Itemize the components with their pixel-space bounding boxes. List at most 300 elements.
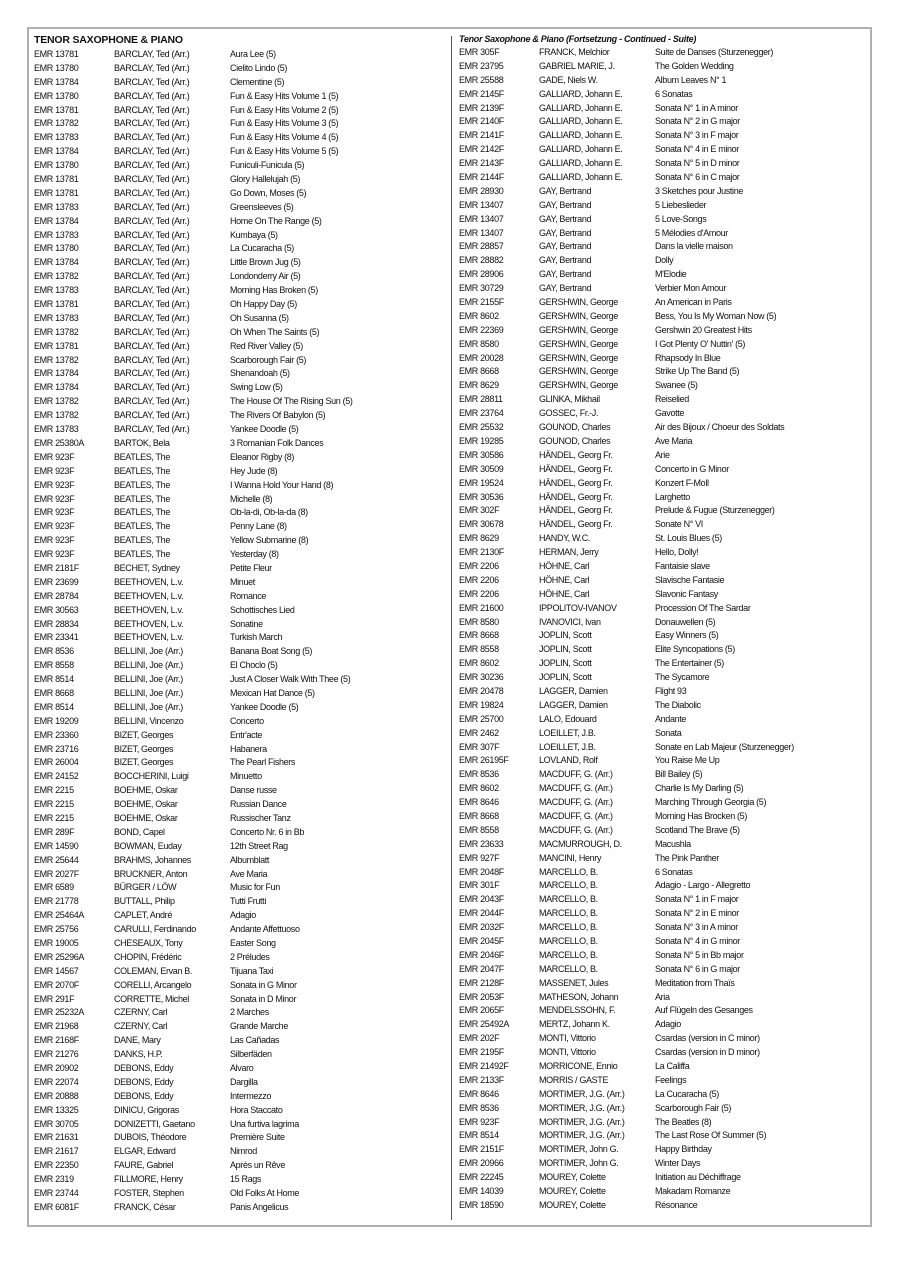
title: Sonata N° 6 in C major <box>655 172 740 183</box>
catalog-number: EMR 8558 <box>34 660 74 671</box>
composer: DUBOIS, Théodore <box>114 1132 187 1143</box>
catalog-number: EMR 19285 <box>459 435 504 446</box>
composer: MORTIMER, J.G. (Arr.) <box>539 1088 625 1099</box>
composer: MOUREY, Colette <box>539 1199 606 1210</box>
composer: BARCLAY, Ted (Arr.) <box>114 160 190 171</box>
title: Album Leaves N° 1 <box>655 74 727 85</box>
catalog-number: EMR 23360 <box>34 729 79 740</box>
catalog-number: EMR 2140F <box>459 116 504 127</box>
title: Winter Days <box>655 1158 701 1169</box>
title: 5 Love-Songs <box>655 213 707 224</box>
catalog-row <box>459 977 879 991</box>
catalog-number: EMR 8629 <box>459 380 499 391</box>
composer: GAY, Bertrand <box>539 213 592 224</box>
catalog-row <box>34 62 454 76</box>
catalog-number: EMR 2044F <box>459 908 504 919</box>
composer: MARCELLO, B. <box>539 936 598 946</box>
catalog-number: EMR 23716 <box>34 743 79 754</box>
title: Eleanor Rigby (8) <box>230 451 295 462</box>
title: Sonata N° 3 in A minor <box>655 922 738 933</box>
catalog-row <box>459 1046 879 1060</box>
composer: BARCLAY, Ted (Arr.) <box>114 201 190 212</box>
catalog-row <box>459 866 879 880</box>
composer: CZERNY, Carl <box>114 1007 168 1018</box>
catalog-row <box>34 437 454 451</box>
composer: GAY, Bertrand <box>539 269 592 280</box>
catalog-row <box>459 324 879 338</box>
catalog-number: EMR 20966 <box>459 1158 504 1169</box>
catalog-number: EMR 923F <box>34 465 75 476</box>
catalog-number: EMR 8536 <box>459 769 499 780</box>
catalog-row <box>34 423 454 437</box>
catalog-number: EMR 28882 <box>459 255 504 266</box>
catalog-row <box>34 965 454 979</box>
title: Hey Jude (8) <box>230 465 278 476</box>
composer: MACDUFF, G. (Arr.) <box>539 769 613 780</box>
composer: FOSTER, Stephen <box>114 1188 184 1199</box>
catalog-row <box>459 1116 879 1130</box>
catalog-row <box>459 185 879 199</box>
title: Swanee (5) <box>655 380 698 391</box>
catalog-number: EMR 28784 <box>34 590 79 601</box>
title: Arie <box>655 449 670 460</box>
catalog-row <box>459 171 879 185</box>
title: The Rivers Of Babylon (5) <box>230 410 326 421</box>
composer: BARCLAY, Ted (Arr.) <box>114 118 190 129</box>
catalog-number: EMR 25756 <box>34 924 79 935</box>
catalog-number: EMR 14039 <box>459 1186 504 1197</box>
title: Marching Through Georgia (5) <box>655 797 767 808</box>
title: Go Down, Moses (5) <box>230 187 307 198</box>
title: Suite de Danses (Sturzenegger) <box>655 47 774 57</box>
title: Ave Maria <box>230 868 268 879</box>
composer: BARCLAY, Ted (Arr.) <box>114 132 190 143</box>
catalog-number: EMR 22350 <box>34 1160 79 1171</box>
catalog-row <box>34 520 454 534</box>
catalog-row <box>459 393 879 407</box>
catalog-row <box>34 242 454 256</box>
title: Larghetto <box>655 491 690 502</box>
catalog-number: EMR 13781 <box>34 299 79 310</box>
catalog-number: EMR 25532 <box>459 422 504 433</box>
catalog-row <box>34 465 454 479</box>
title: Penny Lane (8) <box>230 521 287 532</box>
title: El Choclo (5) <box>230 660 278 671</box>
catalog-number: EMR 30586 <box>459 449 504 460</box>
catalog-number: EMR 13782 <box>34 271 79 282</box>
catalog-number: EMR 302F <box>459 505 500 516</box>
title: Elite Syncopations (5) <box>655 644 735 655</box>
title: Sonata N° 4 in E minor <box>655 144 739 155</box>
title: Meditation from Thaïs <box>655 977 735 988</box>
composer: JOPLIN, Scott <box>539 630 592 641</box>
title: Konzert F-Moll <box>655 477 709 488</box>
catalog-number: EMR 23764 <box>459 408 504 419</box>
composer: MARCELLO, B. <box>539 894 598 905</box>
composer: BEETHOVEN, L.v. <box>114 618 184 629</box>
catalog-number: EMR 8536 <box>34 646 74 657</box>
title: Andante <box>655 713 687 724</box>
catalog-number: EMR 6081F <box>34 1201 79 1212</box>
catalog-row <box>34 687 454 701</box>
catalog-row <box>34 215 454 229</box>
catalog-number: EMR 305F <box>459 47 500 57</box>
title: St. Louis Blues (5) <box>655 533 722 544</box>
catalog-row <box>34 923 454 937</box>
composer: GAY, Bertrand <box>539 241 592 252</box>
composer: DANKS, H.P. <box>114 1049 163 1060</box>
catalog-row <box>34 937 454 951</box>
catalog-row <box>459 893 879 907</box>
catalog-number: EMR 2070F <box>34 979 79 990</box>
title: Sonata N° 2 in G major <box>655 116 740 127</box>
composer: MORRICONE, Ennio <box>539 1061 618 1072</box>
title: Russischer Tanz <box>230 812 291 823</box>
catalog-number: EMR 23633 <box>459 838 504 849</box>
catalog-row <box>459 435 879 449</box>
catalog-number: EMR 19524 <box>459 477 504 488</box>
composer: IVANOVICI, Ivan <box>539 616 601 627</box>
catalog-row <box>459 365 879 379</box>
catalog-row <box>34 479 454 493</box>
catalog-row <box>459 1088 879 1102</box>
composer: GERSHWIN, George <box>539 324 618 335</box>
catalog-row <box>459 657 879 671</box>
catalog-number: EMR 923F <box>34 549 75 560</box>
catalog-row <box>34 1187 454 1201</box>
catalog-row <box>459 129 879 143</box>
catalog-row <box>459 449 879 463</box>
composer: BARCLAY, Ted (Arr.) <box>114 146 190 157</box>
catalog-number: EMR 18590 <box>459 1199 504 1210</box>
title: Sonatine <box>230 618 263 629</box>
catalog-number: EMR 19824 <box>459 699 504 710</box>
catalog-number: EMR 6589 <box>34 882 74 893</box>
composer: BARCLAY, Ted (Arr.) <box>114 312 190 323</box>
composer: GERSHWIN, George <box>539 380 618 391</box>
title: Scarborough Fair (5) <box>230 354 307 365</box>
title: Concerto Nr. 6 in Bb <box>230 826 305 837</box>
catalog-row <box>34 993 454 1007</box>
composer: BEETHOVEN, L.v. <box>114 590 184 601</box>
composer: GALLIARD, Johann E. <box>539 172 623 183</box>
title: Reiselied <box>655 394 689 405</box>
catalog-row <box>459 616 879 630</box>
composer: CHOPIN, Frédéric <box>114 951 182 962</box>
composer: BEATLES, The <box>114 465 170 476</box>
composer: GALLIARD, Johann E. <box>539 88 623 99</box>
catalog-number: EMR 8629 <box>459 533 499 544</box>
catalog-row <box>459 115 879 129</box>
title: Minuet <box>230 576 255 587</box>
title: Una furtiva lagrima <box>230 1118 299 1129</box>
catalog-number: EMR 21276 <box>34 1049 79 1060</box>
title: Londonderry Air (5) <box>230 271 301 282</box>
catalog-number: EMR 2181F <box>34 562 79 573</box>
composer: BUTTALL, Philip <box>114 896 175 907</box>
catalog-number: EMR 21600 <box>459 602 504 613</box>
catalog-number: EMR 28811 <box>459 394 503 405</box>
catalog-row <box>34 187 454 201</box>
catalog-row <box>459 421 879 435</box>
catalog-row <box>459 227 879 241</box>
catalog-number: EMR 21492F <box>459 1061 509 1072</box>
title: Sonata <box>655 727 682 738</box>
right-catalog-list <box>459 46 879 1213</box>
composer: GALLIARD, Johann E. <box>539 102 623 113</box>
composer: MACDUFF, G. (Arr.) <box>539 824 613 835</box>
catalog-number: EMR 28906 <box>459 269 504 280</box>
catalog-row <box>34 1062 454 1076</box>
catalog-row <box>34 868 454 882</box>
title: Première Suite <box>230 1132 285 1143</box>
title: Yankee Doodle (5) <box>230 424 299 435</box>
title: Shenandoah (5) <box>230 368 290 379</box>
catalog-number: EMR 22245 <box>459 1172 504 1183</box>
composer: MENDELSSOHN, F. <box>539 1005 616 1016</box>
catalog-number: EMR 13783 <box>34 132 79 143</box>
catalog-row <box>34 1048 454 1062</box>
composer: HÄNDEL, Georg Fr. <box>539 449 613 460</box>
catalog-number: EMR 28834 <box>34 618 79 629</box>
title: Sonate N° VI <box>655 519 703 530</box>
catalog-row <box>459 852 879 866</box>
catalog-row <box>459 1102 879 1116</box>
composer: BEATLES, The <box>114 493 170 504</box>
catalog-row <box>34 951 454 965</box>
composer: BARCLAY, Ted (Arr.) <box>114 174 190 185</box>
title: Sonata N° 2 in E minor <box>655 908 739 919</box>
catalog-row <box>459 532 879 546</box>
composer: MOUREY, Colette <box>539 1172 606 1183</box>
catalog-number: EMR 2053F <box>459 991 504 1002</box>
composer: GAY, Bertrand <box>539 185 592 196</box>
catalog-number: EMR 21778 <box>34 896 79 907</box>
composer: MANCINI, Henry <box>539 852 602 863</box>
catalog-row <box>459 1004 879 1018</box>
catalog-number: EMR 20028 <box>459 352 504 363</box>
title: Slavische Fantasie <box>655 574 725 585</box>
catalog-number: EMR 289F <box>34 826 75 837</box>
catalog-row <box>34 1131 454 1145</box>
composer: GABRIEL MARIE, J. <box>539 60 615 71</box>
title: Rhapsody In Blue <box>655 352 721 363</box>
composer: GERSHWIN, George <box>539 310 618 321</box>
catalog-number: EMR 8646 <box>459 1088 499 1099</box>
section-heading: TENOR SAXOPHONE & PIANO <box>34 34 183 46</box>
composer: MARCELLO, B. <box>539 963 598 974</box>
composer: BÜRGER / LÖW <box>114 882 177 893</box>
catalog-number: EMR 30729 <box>459 283 504 294</box>
title: Donauwellen (5) <box>655 616 716 627</box>
catalog-row <box>34 104 454 118</box>
catalog-row <box>34 590 454 604</box>
catalog-row <box>34 909 454 923</box>
catalog-number: EMR 2215 <box>34 785 74 796</box>
catalog-row <box>34 395 454 409</box>
composer: MORTIMER, J.G. (Arr.) <box>539 1102 625 1113</box>
composer: BEATLES, The <box>114 451 170 462</box>
catalog-row <box>459 1074 879 1088</box>
catalog-row <box>34 256 454 270</box>
title: I Wanna Hold Your Hand (8) <box>230 479 334 490</box>
composer: GAY, Bertrand <box>539 199 592 210</box>
title: Ave Maria <box>655 435 693 446</box>
title: Nimrod <box>230 1146 257 1157</box>
title: Michelle (8) <box>230 493 273 504</box>
title: Turkish March <box>230 632 283 643</box>
title: Macushla <box>655 838 691 849</box>
catalog-number: EMR 19209 <box>34 715 79 726</box>
title: Procession Of The Sardar <box>655 602 751 613</box>
catalog-row <box>459 157 879 171</box>
composer: LAGGER, Damien <box>539 699 608 710</box>
catalog-row <box>34 895 454 909</box>
title: Ob-la-di, Ob-la-da (8) <box>230 507 308 518</box>
catalog-row <box>459 643 879 657</box>
title: Swing Low (5) <box>230 382 283 393</box>
catalog-row <box>459 574 879 588</box>
composer: LOEILLET, J.B. <box>539 741 596 752</box>
title: Music for Fun <box>230 882 280 893</box>
catalog-number: EMR 13783 <box>34 312 79 323</box>
title: 2 Marches <box>230 1007 269 1018</box>
composer: HERMAN, Jerry <box>539 547 599 558</box>
catalog-number: EMR 923F <box>34 521 75 532</box>
title: Red River Valley (5) <box>230 340 303 351</box>
catalog-number: EMR 8668 <box>459 810 499 821</box>
catalog-row <box>459 504 879 518</box>
title: Fun & Easy Hits Volume 2 (5) <box>230 104 339 115</box>
catalog-number: EMR 2206 <box>459 560 499 571</box>
title: Petite Fleur <box>230 562 272 573</box>
catalog-number: EMR 2143F <box>459 158 504 169</box>
title: Concerto <box>230 715 264 726</box>
title: Sonata N° 6 in G major <box>655 963 740 974</box>
catalog-number: EMR 13784 <box>34 368 79 379</box>
catalog-row <box>459 921 879 935</box>
title: You Raise Me Up <box>655 755 720 766</box>
title: The Pink Panther <box>655 852 719 863</box>
catalog-row <box>459 199 879 213</box>
catalog-number: EMR 13407 <box>459 213 504 224</box>
composer: BOEHME, Oskar <box>114 799 178 810</box>
title: Scarborough Fair (5) <box>655 1102 732 1113</box>
catalog-number: EMR 8602 <box>459 783 499 794</box>
title: Sonata N° 5 in Bb major <box>655 949 744 960</box>
catalog-number: EMR 2043F <box>459 894 504 905</box>
composer: GADE, Niels W. <box>539 74 598 85</box>
title: Morning Has Broken (5) <box>230 285 318 296</box>
catalog-row <box>459 407 879 421</box>
catalog-number: EMR 2128F <box>459 977 504 988</box>
title: An American in Paris <box>655 297 732 308</box>
composer: DINICU, Grigoras <box>114 1104 179 1115</box>
composer: MARCELLO, B. <box>539 880 598 891</box>
catalog-number: EMR 13784 <box>34 382 79 393</box>
composer: MATHESON, Johann <box>539 991 619 1002</box>
title: Charlie Is My Darling (5) <box>655 783 744 794</box>
catalog-row <box>459 240 879 254</box>
catalog-number: EMR 13783 <box>34 424 79 435</box>
catalog-row <box>34 48 454 62</box>
catalog-number: EMR 2195F <box>459 1047 504 1058</box>
composer: MONTI, Vittorio <box>539 1047 596 1058</box>
title: Sonata N° 5 in D minor <box>655 158 740 169</box>
catalog-row <box>459 949 879 963</box>
title: Oh Susanna (5) <box>230 312 289 323</box>
composer: BIZET, Georges <box>114 757 174 768</box>
composer: FAURE, Gabriel <box>114 1160 174 1171</box>
catalog-row <box>459 254 879 268</box>
title: Glory Hallelujah (5) <box>230 174 301 185</box>
catalog-row <box>459 74 879 88</box>
composer: BOEHME, Oskar <box>114 785 178 796</box>
composer: BEETHOVEN, L.v. <box>114 632 184 643</box>
catalog-number: EMR 2130F <box>459 547 504 558</box>
composer: MARCELLO, B. <box>539 922 598 933</box>
title: 2 Préludes <box>230 951 270 962</box>
composer: MACDUFF, G. (Arr.) <box>539 797 613 808</box>
composer: HÖHNE, Carl <box>539 588 590 599</box>
catalog-row <box>459 810 879 824</box>
composer: BARCLAY, Ted (Arr.) <box>114 243 190 254</box>
composer: BECHET, Sydney <box>114 562 180 573</box>
composer: GAY, Bertrand <box>539 283 592 294</box>
catalog-row <box>459 560 879 574</box>
title: 12th Street Rag <box>230 840 288 851</box>
catalog-row <box>34 1020 454 1034</box>
title: Feelings <box>655 1074 687 1085</box>
catalog-number: EMR 13407 <box>459 227 504 238</box>
title: Flight 93 <box>655 685 687 696</box>
title: Yesterday (8) <box>230 549 279 560</box>
catalog-number: EMR 13782 <box>34 118 79 129</box>
composer: BEATLES, The <box>114 507 170 518</box>
catalog-number: EMR 23744 <box>34 1188 79 1199</box>
catalog-row <box>459 685 879 699</box>
composer: BOEHME, Oskar <box>114 812 178 823</box>
composer: BELLINI, Joe (Arr.) <box>114 687 183 698</box>
composer: BOCCHERINI, Luigi <box>114 771 189 782</box>
catalog-row <box>34 604 454 618</box>
catalog-number: EMR 13780 <box>34 160 79 171</box>
catalog-number: EMR 13325 <box>34 1104 79 1115</box>
title: Dans la vielle maison <box>655 241 733 252</box>
title: Scotland The Brave (5) <box>655 824 740 835</box>
composer: GALLIARD, Johann E. <box>539 158 623 169</box>
composer: BELLINI, Joe (Arr.) <box>114 674 183 685</box>
composer: HANDY, W.C. <box>539 533 590 544</box>
composer: GOUNOD, Charles <box>539 422 611 433</box>
catalog-number: EMR 13781 <box>34 187 79 198</box>
title: Cielito Lindo (5) <box>230 62 288 73</box>
composer: JOPLIN, Scott <box>539 672 592 683</box>
catalog-row <box>34 1118 454 1132</box>
composer: CZERNY, Carl <box>114 1021 168 1032</box>
catalog-number: EMR 13783 <box>34 229 79 240</box>
catalog-number: EMR 22369 <box>459 324 504 335</box>
catalog-row <box>34 117 454 131</box>
catalog-row <box>459 935 879 949</box>
composer: BARCLAY, Ted (Arr.) <box>114 49 190 59</box>
catalog-row <box>459 1032 879 1046</box>
catalog-number: EMR 8668 <box>459 630 499 641</box>
catalog-number: EMR 13784 <box>34 257 79 268</box>
catalog-number: EMR 23341 <box>34 632 79 643</box>
catalog-row <box>34 1006 454 1020</box>
composer: HÄNDEL, Georg Fr. <box>539 505 613 516</box>
